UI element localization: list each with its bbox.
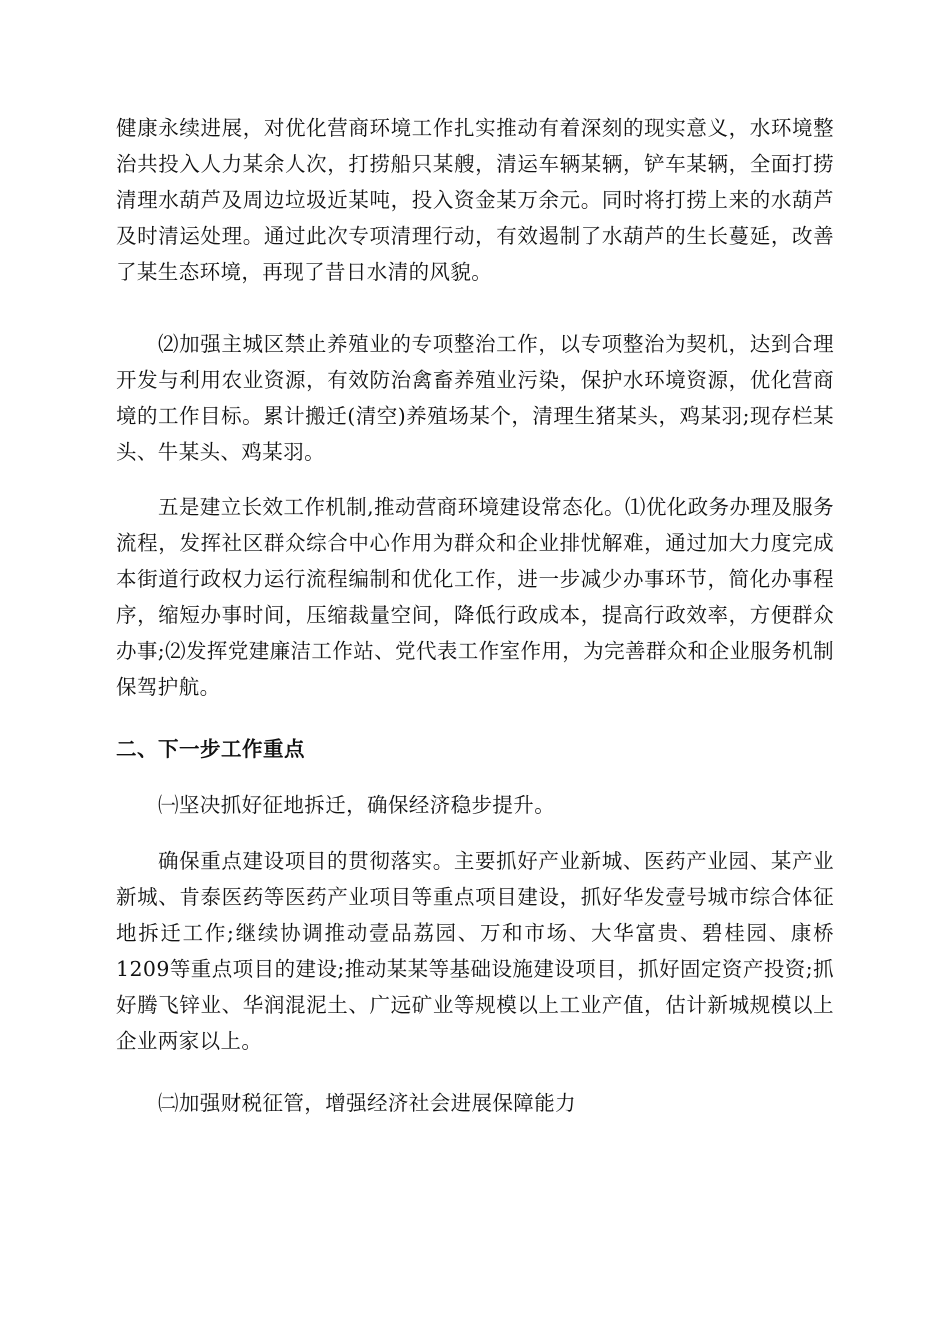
section-heading-next-steps: 二、下一步工作重点 (116, 737, 305, 761)
subheading-land-acquisition: ㈠坚决抓好征地拆迁，确保经济稳步提升。 (158, 793, 556, 817)
paragraph-key-projects: 确保重点建设项目的贯彻落实。主要抓好产业新城、医药产业园、某产业新城、肯泰医药等医药产业项目等重点项目建设，抓好华发壹号城市综合体征地拆迁工作;继续协调推动壹品荔园、万和市场、大华富贵、碧桂园、康桥1209等重点项目的建设;推动某某等基础设施建设项目，抓好固定资产投资;抓好腾飞锌业、华润混泥土、广远矿业等规模以上工业产值，估计新城规模以上企业两家以上。 (116, 849, 834, 1053)
subheading-tax-collection: ㈡加强财税征管，增强经济社会进展保障能力 (158, 1091, 576, 1115)
paragraph-livestock-rectification: ⑵加强主城区禁止养殖业的专项整治工作，以专项整治为契机，达到合理开发与利用农业资源，有效防治禽畜养殖业污染，保护水环境资源，优化营商境的工作目标。累计搬迁(清空)养殖场某个，清理生猪某头，鸡某羽;现存栏某头、牛某头、鸡某羽。 (116, 332, 834, 464)
paragraph-long-term-mechanism: 五是建立长效工作机制,推动营商环境建设常态化。⑴优化政务办理及服务流程，发挥社区群众综合中心作用为群众和企业排忧解难，通过加大力度完成本街道行政权力运行流程编制和优化工作，进一步减少办事环节，简化办事程序，缩短办事时间，压缩裁量空间，降低行政成本，提高行政效率，方便群众办事;⑵发挥党建廉洁工作站、党代表工作室作用，为完善群众和企业服务机制保驾护航。 (116, 495, 834, 699)
paragraph-water-governance: 健康永续进展，对优化营商环境工作扎实推动有着深刻的现实意义，水环境整治共投入人力某余人次，打捞船只某艘，清运车辆某辆，铲车某辆，全面打捞清理水葫芦及周边垃圾近某吨，投入资金某万余元。同时将打捞上来的水葫芦及时清运处理。通过此次专项清理行动，有效遏制了水葫芦的生长蔓延，改善了某生态环境，再现了昔日水清的风貌。 (116, 116, 834, 284)
